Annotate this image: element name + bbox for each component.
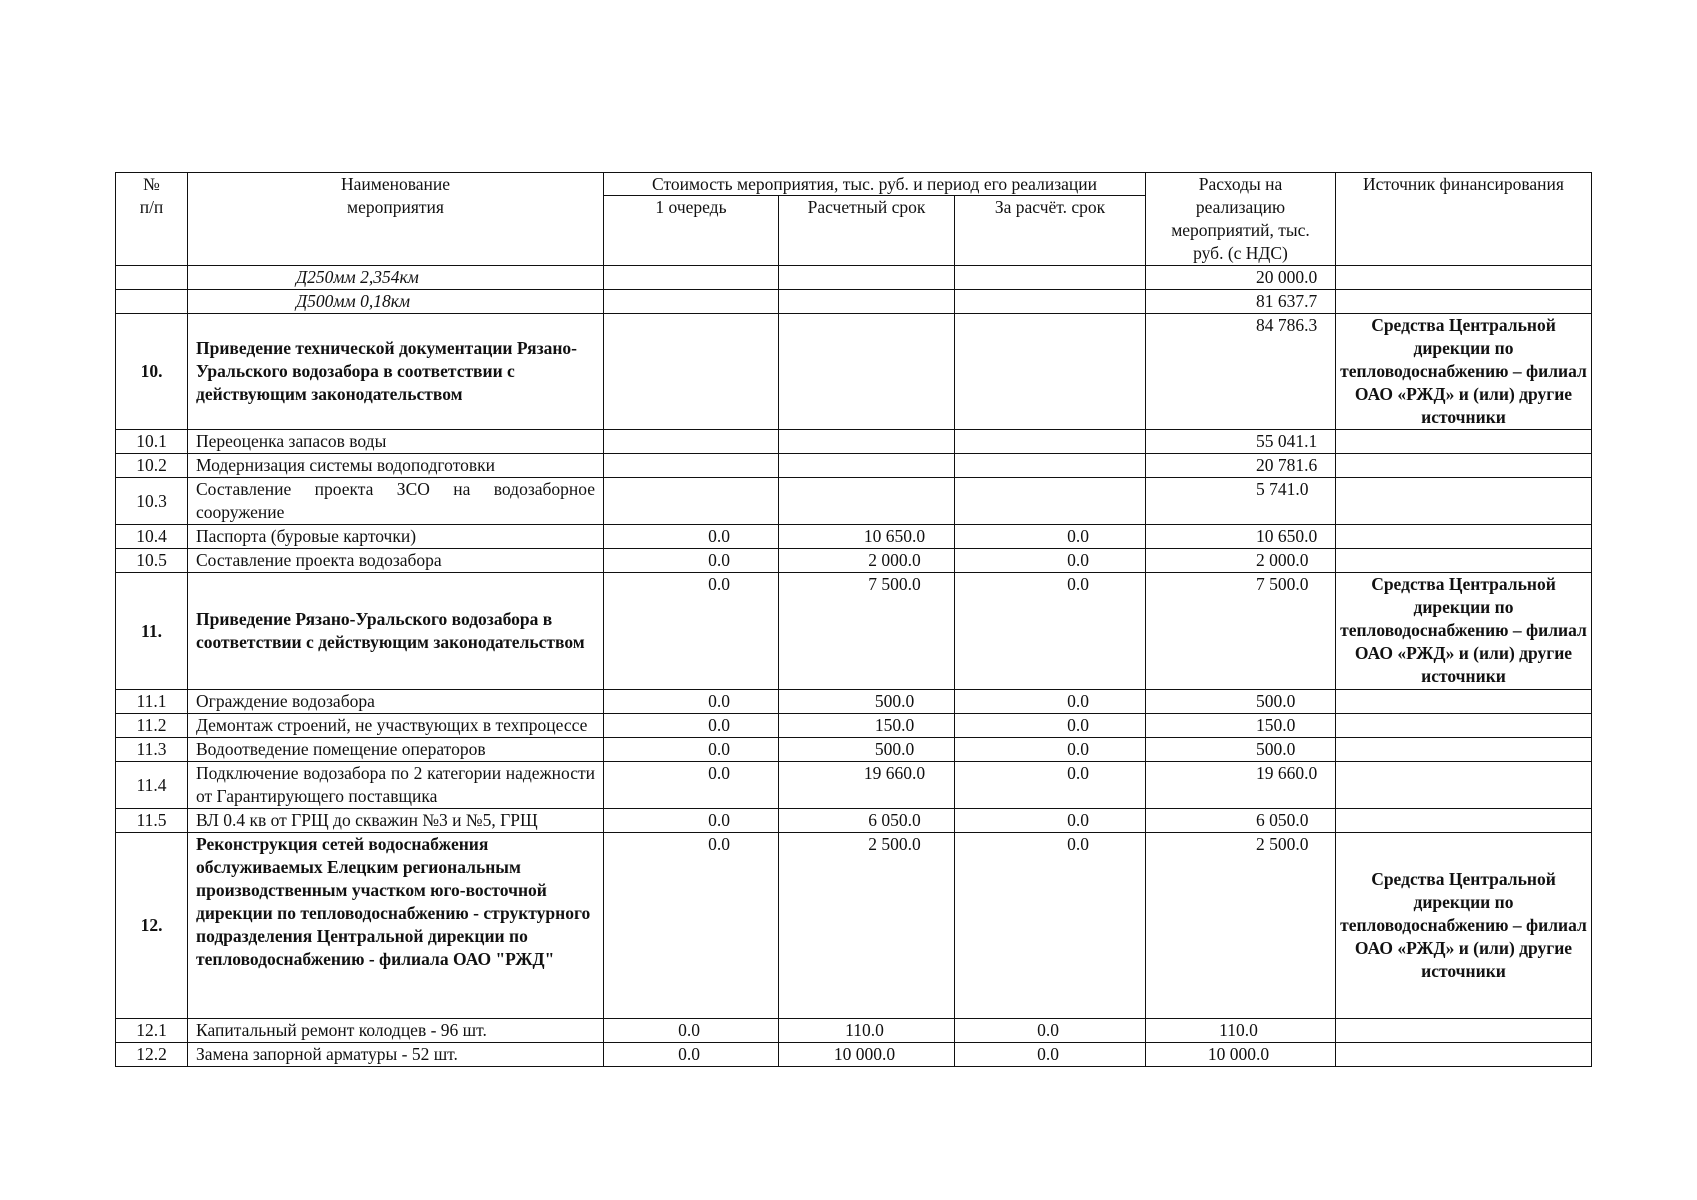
row-name: Замена запорной арматуры - 52 шт. xyxy=(188,1043,604,1067)
row-calc: 19 660.0 xyxy=(779,762,955,809)
row-q1 xyxy=(604,290,779,314)
row-name: Приведение технической документации Рязано-Уральского водозабора в соответствии с действующим законодательством xyxy=(188,314,604,430)
measures-table xyxy=(115,172,1592,1067)
row-q1: 0.0 xyxy=(604,1019,779,1043)
row-name: Составление проекта ЗСО на водозаборное сооружение xyxy=(188,478,604,525)
row-num: 11.5 xyxy=(116,809,188,833)
table-row xyxy=(116,738,1592,762)
row-num: 10.2 xyxy=(116,454,188,478)
table-row xyxy=(116,1019,1592,1043)
row-beyond: 0.0 xyxy=(955,525,1146,549)
row-total: 500.0 xyxy=(1146,738,1336,762)
row-beyond xyxy=(955,266,1146,290)
row-total: 20 000.0 xyxy=(1146,266,1336,290)
row-total: 19 660.0 xyxy=(1146,762,1336,809)
row-num: 10.5 xyxy=(116,549,188,573)
table-row xyxy=(116,290,1592,314)
header-cost-group: Стоимость мероприятия, тыс. руб. и период его реализации xyxy=(604,173,1146,196)
table-row xyxy=(116,525,1592,549)
row-name: Переоценка запасов воды xyxy=(188,430,604,454)
row-q1: 0.0 xyxy=(604,549,779,573)
row-total: 7 500.0 xyxy=(1146,573,1336,690)
row-q1: 0.0 xyxy=(604,573,779,690)
row-beyond: 0.0 xyxy=(955,549,1146,573)
row-source xyxy=(1336,549,1592,573)
row-name: Д250мм 2,354км xyxy=(188,266,604,290)
row-q1 xyxy=(604,314,779,430)
row-source xyxy=(1336,714,1592,738)
row-beyond: 0.0 xyxy=(955,738,1146,762)
row-total: 10 000.0 xyxy=(1146,1043,1336,1067)
table-row xyxy=(116,549,1592,573)
row-source xyxy=(1336,266,1592,290)
row-num: 12.1 xyxy=(116,1019,188,1043)
row-total: 55 041.1 xyxy=(1146,430,1336,454)
table-row xyxy=(116,573,1592,690)
row-q1: 0.0 xyxy=(604,714,779,738)
row-source xyxy=(1336,738,1592,762)
row-source xyxy=(1336,525,1592,549)
row-source: Средства Центральной дирекции по тепловодоснабжению – филиал ОАО «РЖД» и (или) другие источники xyxy=(1336,833,1592,1019)
row-calc xyxy=(779,454,955,478)
row-beyond: 0.0 xyxy=(955,762,1146,809)
row-total: 2 500.0 xyxy=(1146,833,1336,1019)
header-num: № п/п xyxy=(116,173,188,266)
row-beyond: 0.0 xyxy=(955,714,1146,738)
row-num: 11.2 xyxy=(116,714,188,738)
row-name: Паспорта (буровые карточки) xyxy=(188,525,604,549)
row-beyond: 0.0 xyxy=(955,1019,1146,1043)
row-name: Ограждение водозабора xyxy=(188,690,604,714)
row-beyond xyxy=(955,430,1146,454)
row-name: Демонтаж строений, не участвующих в техпроцессе xyxy=(188,714,604,738)
row-total: 110.0 xyxy=(1146,1019,1336,1043)
row-beyond: 0.0 xyxy=(955,833,1146,1019)
row-total: 20 781.6 xyxy=(1146,454,1336,478)
row-calc: 150.0 xyxy=(779,714,955,738)
row-name: ВЛ 0.4 кв от ГРЩ до скважин №3 и №5, ГРЩ xyxy=(188,809,604,833)
row-name: Реконструкция сетей водоснабжения обслуживаемых Елецким региональным производственным участком юго-восточной дирекции по тепловодоснабжению - структурного подразделения Центральной дирекции по тепловодоснабжению - филиала ОАО "РЖД" xyxy=(188,833,604,1019)
header-beyond: За расчёт. срок xyxy=(955,196,1146,266)
row-q1: 0.0 xyxy=(604,809,779,833)
row-calc: 500.0 xyxy=(779,690,955,714)
row-beyond: 0.0 xyxy=(955,573,1146,690)
row-num: 12.2 xyxy=(116,1043,188,1067)
row-q1 xyxy=(604,430,779,454)
row-source xyxy=(1336,454,1592,478)
row-source xyxy=(1336,478,1592,525)
row-calc: 10 650.0 xyxy=(779,525,955,549)
table-row xyxy=(116,430,1592,454)
row-beyond: 0.0 xyxy=(955,1043,1146,1067)
row-calc: 2 500.0 xyxy=(779,833,955,1019)
row-source xyxy=(1336,690,1592,714)
row-source xyxy=(1336,762,1592,809)
row-name: Д500мм 0,18км xyxy=(188,290,604,314)
table-row xyxy=(116,809,1592,833)
row-calc: 6 050.0 xyxy=(779,809,955,833)
row-total: 150.0 xyxy=(1146,714,1336,738)
row-calc xyxy=(779,314,955,430)
row-calc xyxy=(779,478,955,525)
table-row xyxy=(116,762,1592,809)
row-total: 84 786.3 xyxy=(1146,314,1336,430)
row-calc xyxy=(779,290,955,314)
row-total: 2 000.0 xyxy=(1146,549,1336,573)
row-source xyxy=(1336,1019,1592,1043)
row-name: Составление проекта водозабора xyxy=(188,549,604,573)
row-beyond xyxy=(955,478,1146,525)
row-num: 11.3 xyxy=(116,738,188,762)
row-total: 6 050.0 xyxy=(1146,809,1336,833)
row-num: 10.4 xyxy=(116,525,188,549)
row-q1 xyxy=(604,266,779,290)
row-q1: 0.0 xyxy=(604,738,779,762)
table-row xyxy=(116,690,1592,714)
table-row xyxy=(116,1043,1592,1067)
table-row xyxy=(116,266,1592,290)
row-calc: 7 500.0 xyxy=(779,573,955,690)
row-beyond: 0.0 xyxy=(955,809,1146,833)
row-beyond xyxy=(955,314,1146,430)
row-source: Средства Центральной дирекции по тепловодоснабжению – филиал ОАО «РЖД» и (или) другие источники xyxy=(1336,573,1592,690)
row-name: Капитальный ремонт колодцев - 96 шт. xyxy=(188,1019,604,1043)
row-name: Модернизация системы водоподготовки xyxy=(188,454,604,478)
row-calc: 110.0 xyxy=(779,1019,955,1043)
row-total: 81 637.7 xyxy=(1146,290,1336,314)
table-row xyxy=(116,314,1592,430)
row-source xyxy=(1336,809,1592,833)
row-calc: 500.0 xyxy=(779,738,955,762)
row-num: 12. xyxy=(116,833,188,1019)
row-beyond xyxy=(955,454,1146,478)
row-num: 10.3 xyxy=(116,478,188,525)
row-source: Средства Центральной дирекции по тепловодоснабжению – филиал ОАО «РЖД» и (или) другие источники xyxy=(1336,314,1592,430)
row-q1 xyxy=(604,478,779,525)
row-name: Подключение водозабора по 2 категории надежности от Гарантирующего поставщика xyxy=(188,762,604,809)
row-total: 10 650.0 xyxy=(1146,525,1336,549)
row-q1: 0.0 xyxy=(604,690,779,714)
row-calc xyxy=(779,430,955,454)
row-num xyxy=(116,290,188,314)
row-beyond xyxy=(955,290,1146,314)
row-calc: 10 000.0 xyxy=(779,1043,955,1067)
row-name: Водоотведение помещение операторов xyxy=(188,738,604,762)
header-calc: Расчетный срок xyxy=(779,196,955,266)
row-q1: 0.0 xyxy=(604,762,779,809)
row-source xyxy=(1336,1043,1592,1067)
header-row-1 xyxy=(116,173,1592,196)
table-row xyxy=(116,478,1592,525)
row-name: Приведение Рязано-Уральского водозабора в соответствии с действующим законодательством xyxy=(188,573,604,690)
header-q1: 1 очередь xyxy=(604,196,779,266)
row-num: 10.1 xyxy=(116,430,188,454)
header-source: Источник финансирования xyxy=(1336,173,1592,266)
row-q1: 0.0 xyxy=(604,1043,779,1067)
row-source xyxy=(1336,290,1592,314)
row-num: 11.4 xyxy=(116,762,188,809)
row-calc: 2 000.0 xyxy=(779,549,955,573)
row-num: 11. xyxy=(116,573,188,690)
row-calc xyxy=(779,266,955,290)
row-q1: 0.0 xyxy=(604,525,779,549)
row-num: 11.1 xyxy=(116,690,188,714)
table-row xyxy=(116,714,1592,738)
row-total: 5 741.0 xyxy=(1146,478,1336,525)
header-total: Расходы на реализацию мероприятий, тыс. руб. (с НДС) xyxy=(1146,173,1336,266)
row-source xyxy=(1336,430,1592,454)
row-total: 500.0 xyxy=(1146,690,1336,714)
row-num xyxy=(116,266,188,290)
table-row xyxy=(116,833,1592,1019)
row-num: 10. xyxy=(116,314,188,430)
table-row xyxy=(116,454,1592,478)
row-beyond: 0.0 xyxy=(955,690,1146,714)
row-q1 xyxy=(604,454,779,478)
row-q1: 0.0 xyxy=(604,833,779,1019)
header-name: Наименование мероприятия xyxy=(188,173,604,266)
